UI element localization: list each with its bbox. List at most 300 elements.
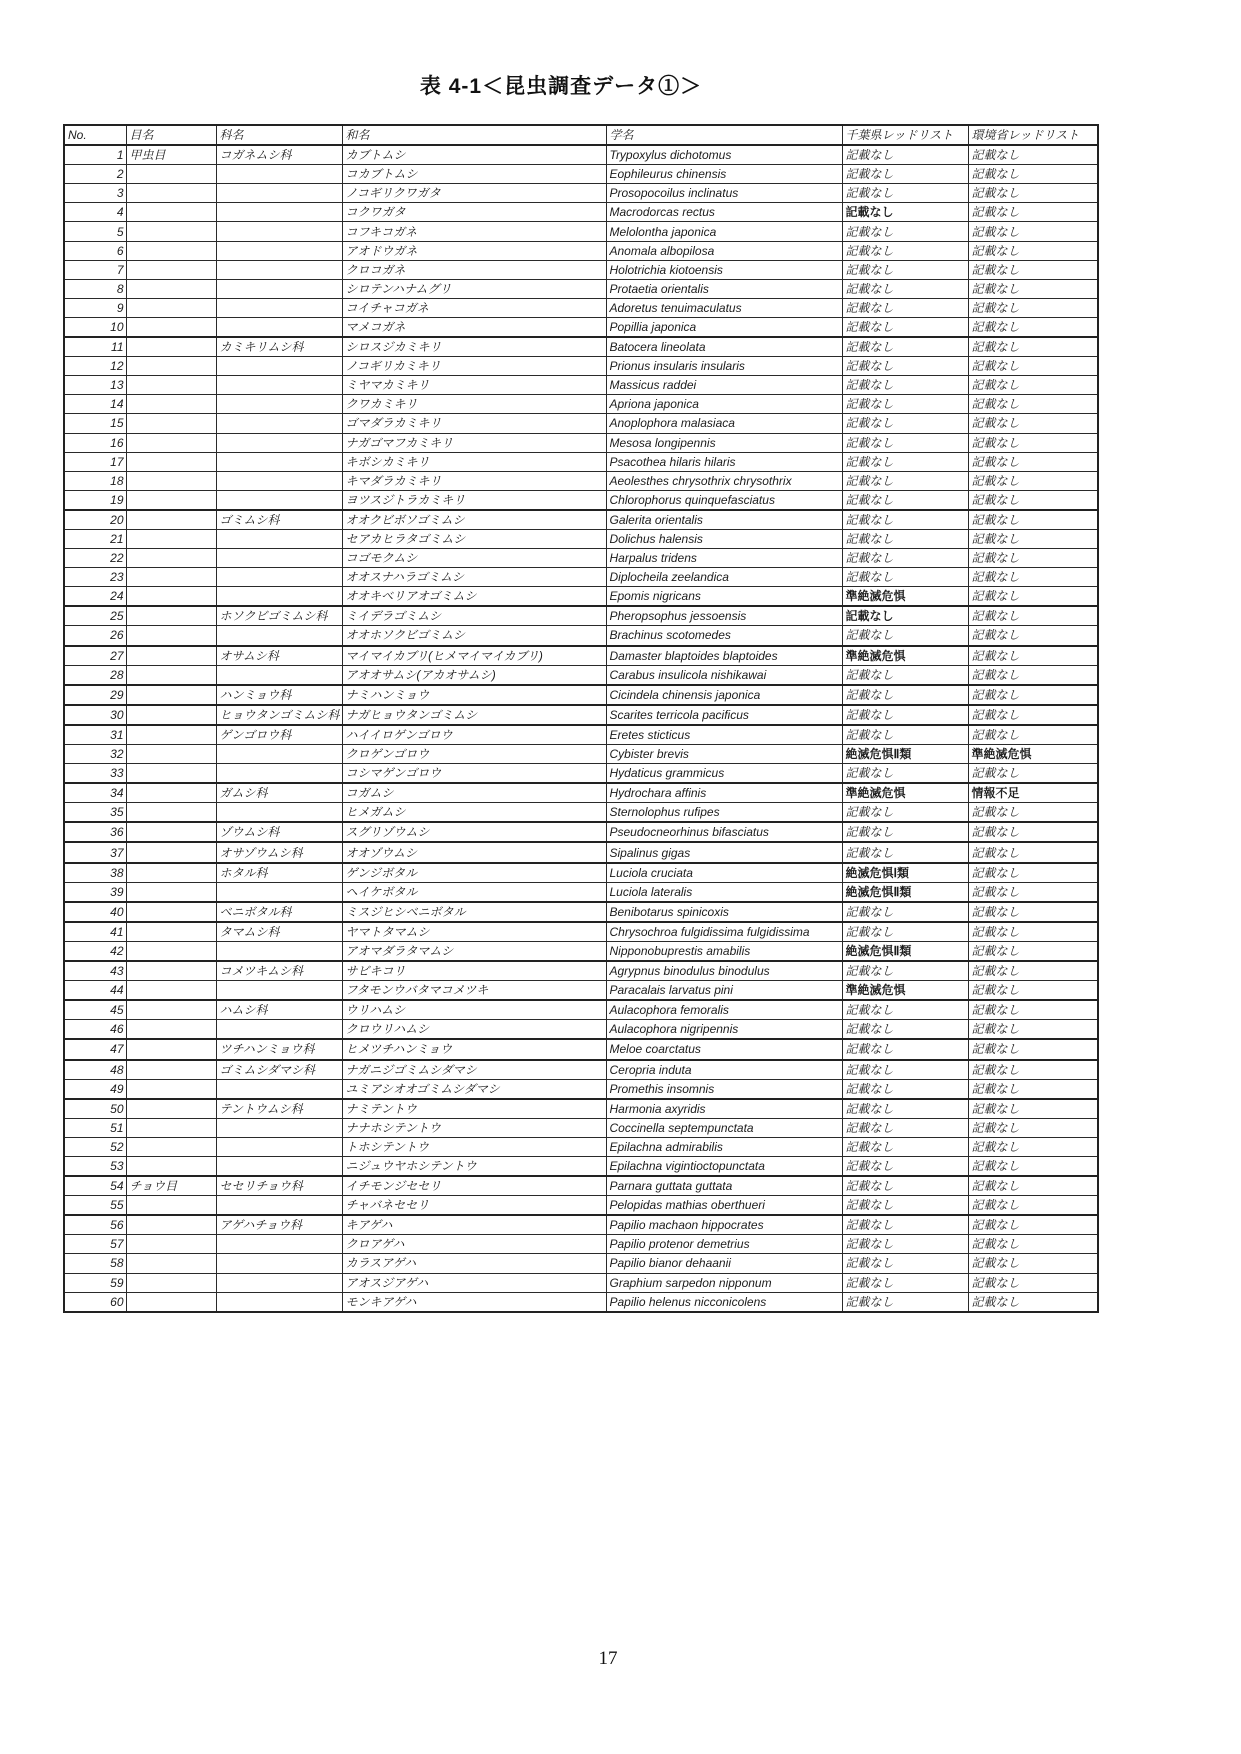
cell-wamei: ヒメツチハンミョウ [342, 1039, 606, 1059]
cell-family: オサゾウムシ科 [216, 842, 342, 862]
cell-order [126, 568, 216, 587]
column-header-family: 科名 [216, 125, 342, 145]
cell-env-redlist: 記載なし [968, 842, 1098, 862]
cell-order [126, 414, 216, 433]
cell-gakumei: Sternolophus rufipes [606, 803, 842, 823]
cell-no: 39 [64, 882, 126, 902]
cell-family [216, 452, 342, 471]
cell-wamei: ナガヒョウタンゴミムシ [342, 705, 606, 725]
cell-wamei: コシマゲンゴロウ [342, 764, 606, 784]
cell-no: 38 [64, 863, 126, 883]
cell-family [216, 203, 342, 222]
cell-chiba-redlist: 記載なし [842, 222, 968, 241]
cell-wamei: ミイデラゴミムシ [342, 606, 606, 626]
cell-wamei: オオクビボソゴミムシ [342, 510, 606, 530]
cell-gakumei: Aulacophora nigripennis [606, 1020, 842, 1040]
cell-gakumei: Nipponobuprestis amabilis [606, 941, 842, 961]
table-body [64, 145, 1098, 1312]
cell-order [126, 433, 216, 452]
cell-gakumei: Apriona japonica [606, 395, 842, 414]
cell-no: 11 [64, 337, 126, 357]
cell-chiba-redlist: 記載なし [842, 145, 968, 165]
cell-wamei: キマダラカミキリ [342, 471, 606, 490]
cell-env-redlist: 記載なし [968, 1254, 1098, 1273]
cell-order [126, 452, 216, 471]
cell-order: チョウ目 [126, 1176, 216, 1196]
cell-family [216, 260, 342, 279]
cell-chiba-redlist: 記載なし [842, 842, 968, 862]
cell-gakumei: Prosopocoilus inclinatus [606, 184, 842, 203]
cell-chiba-redlist: 記載なし [842, 665, 968, 685]
cell-chiba-redlist: 準絶滅危惧 [842, 981, 968, 1001]
cell-env-redlist: 記載なし [968, 529, 1098, 548]
cell-gakumei: Anoplophora malasiaca [606, 414, 842, 433]
cell-gakumei: Trypoxylus dichotomus [606, 145, 842, 165]
cell-env-redlist: 記載なし [968, 260, 1098, 279]
table-row [64, 414, 1098, 433]
cell-order [126, 1156, 216, 1176]
cell-env-redlist: 記載なし [968, 646, 1098, 666]
cell-gakumei: Epomis nigricans [606, 587, 842, 607]
cell-family [216, 222, 342, 241]
cell-no: 35 [64, 803, 126, 823]
cell-family: コガネムシ科 [216, 145, 342, 165]
table-row [64, 626, 1098, 646]
cell-env-redlist: 記載なし [968, 1118, 1098, 1137]
cell-env-redlist: 記載なし [968, 1273, 1098, 1292]
cell-wamei: クロゲンゴロウ [342, 745, 606, 764]
cell-family: ガムシ科 [216, 783, 342, 803]
cell-no: 59 [64, 1273, 126, 1292]
cell-chiba-redlist: 記載なし [842, 1020, 968, 1040]
cell-env-redlist: 記載なし [968, 452, 1098, 471]
cell-wamei: キアゲハ [342, 1215, 606, 1235]
cell-family [216, 1020, 342, 1040]
cell-no: 60 [64, 1292, 126, 1312]
table-row [64, 1099, 1098, 1119]
cell-gakumei: Pelopidas mathias oberthueri [606, 1196, 842, 1216]
cell-gakumei: Graphium sarpedon nipponum [606, 1273, 842, 1292]
cell-no: 29 [64, 685, 126, 705]
cell-env-redlist: 記載なし [968, 1215, 1098, 1235]
column-header-wamei: 和名 [342, 125, 606, 145]
cell-chiba-redlist: 記載なし [842, 685, 968, 705]
cell-order [126, 803, 216, 823]
cell-env-redlist: 記載なし [968, 203, 1098, 222]
table-row [64, 1196, 1098, 1216]
cell-no: 13 [64, 376, 126, 395]
cell-no: 56 [64, 1215, 126, 1235]
cell-env-redlist: 記載なし [968, 863, 1098, 883]
table-row [64, 145, 1098, 165]
cell-wamei: クロコガネ [342, 260, 606, 279]
cell-family [216, 529, 342, 548]
cell-chiba-redlist: 準絶滅危惧 [842, 783, 968, 803]
cell-order [126, 922, 216, 942]
cell-no: 27 [64, 646, 126, 666]
table-header-row [64, 125, 1098, 145]
cell-no: 31 [64, 725, 126, 745]
cell-order [126, 471, 216, 490]
table-row [64, 317, 1098, 337]
table-row [64, 376, 1098, 395]
cell-order [126, 1137, 216, 1156]
cell-gakumei: Popillia japonica [606, 317, 842, 337]
cell-env-redlist: 記載なし [968, 1176, 1098, 1196]
table-row [64, 184, 1098, 203]
cell-chiba-redlist: 記載なし [842, 376, 968, 395]
cell-chiba-redlist: 記載なし [842, 1273, 968, 1292]
column-header-env-redlist: 環境省レッドリスト [968, 125, 1098, 145]
cell-family: コメツキムシ科 [216, 961, 342, 981]
cell-family [216, 764, 342, 784]
cell-family: ツチハンミョウ科 [216, 1039, 342, 1059]
cell-chiba-redlist: 記載なし [842, 490, 968, 510]
cell-env-redlist: 記載なし [968, 961, 1098, 981]
cell-chiba-redlist: 記載なし [842, 1039, 968, 1059]
cell-family: ベニボタル科 [216, 902, 342, 922]
cell-order [126, 395, 216, 414]
cell-chiba-redlist: 記載なし [842, 260, 968, 279]
cell-family [216, 317, 342, 337]
cell-wamei: コクワガタ [342, 203, 606, 222]
cell-order [126, 902, 216, 922]
cell-wamei: フタモンウバタマコメツキ [342, 981, 606, 1001]
cell-no: 2 [64, 165, 126, 184]
cell-family [216, 490, 342, 510]
cell-wamei: スグリゾウムシ [342, 822, 606, 842]
table-row [64, 705, 1098, 725]
cell-chiba-redlist: 記載なし [842, 395, 968, 414]
cell-chiba-redlist: 記載なし [842, 961, 968, 981]
table-row [64, 685, 1098, 705]
cell-gakumei: Galerita orientalis [606, 510, 842, 530]
cell-family: ゴミムシ科 [216, 510, 342, 530]
column-header-no: No. [64, 125, 126, 145]
cell-wamei: コゴモクムシ [342, 549, 606, 568]
cell-chiba-redlist: 記載なし [842, 337, 968, 357]
cell-env-redlist: 記載なし [968, 414, 1098, 433]
cell-chiba-redlist: 絶滅危惧Ⅱ類 [842, 941, 968, 961]
cell-family [216, 1079, 342, 1099]
cell-order [126, 222, 216, 241]
cell-order: 甲虫目 [126, 145, 216, 165]
column-header-order: 目名 [126, 125, 216, 145]
cell-wamei: アオドウガネ [342, 241, 606, 260]
cell-order [126, 184, 216, 203]
table-row [64, 1215, 1098, 1235]
table-row [64, 822, 1098, 842]
cell-gakumei: Damaster blaptoides blaptoides [606, 646, 842, 666]
table-row [64, 745, 1098, 764]
table-row [64, 279, 1098, 298]
page-number: 17 [598, 1648, 618, 1669]
table-row [64, 1156, 1098, 1176]
cell-chiba-redlist: 記載なし [842, 725, 968, 745]
cell-wamei: マイマイカブリ(ヒメマイマイカブリ) [342, 646, 606, 666]
cell-wamei: ノコギリクワガタ [342, 184, 606, 203]
cell-no: 33 [64, 764, 126, 784]
cell-family [216, 357, 342, 376]
cell-no: 32 [64, 745, 126, 764]
cell-chiba-redlist: 記載なし [842, 1137, 968, 1156]
cell-family [216, 1118, 342, 1137]
cell-family [216, 549, 342, 568]
cell-order [126, 725, 216, 745]
cell-env-redlist: 記載なし [968, 1039, 1098, 1059]
cell-wamei: ヤマトタマムシ [342, 922, 606, 942]
cell-order [126, 549, 216, 568]
table-row [64, 490, 1098, 510]
cell-wamei: ノコギリカミキリ [342, 357, 606, 376]
cell-wamei: アオマダラタマムシ [342, 941, 606, 961]
cell-gakumei: Papilio machaon hippocrates [606, 1215, 842, 1235]
cell-family: ハンミョウ科 [216, 685, 342, 705]
cell-wamei: クロウリハムシ [342, 1020, 606, 1040]
cell-family [216, 433, 342, 452]
cell-env-redlist: 情報不足 [968, 783, 1098, 803]
table-row [64, 587, 1098, 607]
cell-order [126, 705, 216, 725]
cell-env-redlist: 記載なし [968, 1099, 1098, 1119]
cell-chiba-redlist: 記載なし [842, 452, 968, 471]
cell-no: 5 [64, 222, 126, 241]
cell-chiba-redlist: 記載なし [842, 1099, 968, 1119]
cell-wamei: クワカミキリ [342, 395, 606, 414]
cell-no: 22 [64, 549, 126, 568]
cell-wamei: ミスジヒシベニボタル [342, 902, 606, 922]
cell-order [126, 529, 216, 548]
table-row [64, 665, 1098, 685]
cell-env-redlist: 記載なし [968, 803, 1098, 823]
cell-family: テントウムシ科 [216, 1099, 342, 1119]
cell-family [216, 298, 342, 317]
cell-env-redlist: 記載なし [968, 549, 1098, 568]
cell-no: 34 [64, 783, 126, 803]
table-row [64, 549, 1098, 568]
cell-chiba-redlist: 記載なし [842, 1235, 968, 1254]
cell-no: 12 [64, 357, 126, 376]
cell-env-redlist: 記載なし [968, 1000, 1098, 1020]
cell-family: カミキリムシ科 [216, 337, 342, 357]
cell-gakumei: Epilachna vigintioctopunctata [606, 1156, 842, 1176]
cell-order [126, 203, 216, 222]
table-row [64, 1137, 1098, 1156]
cell-order [126, 1196, 216, 1216]
cell-wamei: コカブトムシ [342, 165, 606, 184]
cell-order [126, 1099, 216, 1119]
cell-no: 37 [64, 842, 126, 862]
cell-env-redlist: 記載なし [968, 1079, 1098, 1099]
cell-env-redlist: 記載なし [968, 357, 1098, 376]
cell-gakumei: Epilachna admirabilis [606, 1137, 842, 1156]
cell-gakumei: Paracalais larvatus pini [606, 981, 842, 1001]
table-row [64, 1118, 1098, 1137]
cell-wamei: ウリハムシ [342, 1000, 606, 1020]
cell-env-redlist: 記載なし [968, 165, 1098, 184]
table-row [64, 1020, 1098, 1040]
cell-env-redlist: 記載なし [968, 279, 1098, 298]
table-row [64, 241, 1098, 260]
cell-gakumei: Chlorophorus quinquefasciatus [606, 490, 842, 510]
cell-env-redlist: 記載なし [968, 184, 1098, 203]
cell-chiba-redlist: 記載なし [842, 626, 968, 646]
table-row [64, 922, 1098, 942]
cell-order [126, 1254, 216, 1273]
cell-env-redlist: 記載なし [968, 222, 1098, 241]
table-row [64, 337, 1098, 357]
table-row [64, 1273, 1098, 1292]
cell-family: アゲハチョウ科 [216, 1215, 342, 1235]
cell-no: 17 [64, 452, 126, 471]
cell-wamei: マメコガネ [342, 317, 606, 337]
cell-gakumei: Pseudocneorhinus bifasciatus [606, 822, 842, 842]
cell-env-redlist: 記載なし [968, 241, 1098, 260]
cell-env-redlist: 記載なし [968, 395, 1098, 414]
cell-no: 1 [64, 145, 126, 165]
page-title: 表 4-1＜昆虫調査データ①＞ [419, 75, 703, 98]
table-row [64, 260, 1098, 279]
cell-chiba-redlist: 記載なし [842, 317, 968, 337]
cell-chiba-redlist: 記載なし [842, 803, 968, 823]
cell-order [126, 882, 216, 902]
cell-wamei: アオオサムシ(アカオサムシ) [342, 665, 606, 685]
cell-family: ゾウムシ科 [216, 822, 342, 842]
cell-chiba-redlist: 記載なし [842, 705, 968, 725]
cell-no: 47 [64, 1039, 126, 1059]
cell-family: ゲンゴロウ科 [216, 725, 342, 745]
cell-wamei: ユミアシオオゴミムシダマシ [342, 1079, 606, 1099]
cell-family [216, 587, 342, 607]
cell-chiba-redlist: 記載なし [842, 764, 968, 784]
cell-env-redlist: 記載なし [968, 490, 1098, 510]
cell-env-redlist: 記載なし [968, 665, 1098, 685]
cell-order [126, 490, 216, 510]
cell-order [126, 376, 216, 395]
cell-gakumei: Protaetia orientalis [606, 279, 842, 298]
cell-family [216, 745, 342, 764]
cell-gakumei: Luciola lateralis [606, 882, 842, 902]
cell-no: 46 [64, 1020, 126, 1040]
cell-order [126, 1273, 216, 1292]
cell-env-redlist: 記載なし [968, 337, 1098, 357]
table-row [64, 1292, 1098, 1312]
cell-wamei: ニジュウヤホシテントウ [342, 1156, 606, 1176]
cell-wamei: ミヤマカミキリ [342, 376, 606, 395]
cell-gakumei: Scarites terricola pacificus [606, 705, 842, 725]
cell-env-redlist: 記載なし [968, 981, 1098, 1001]
cell-gakumei: Agrypnus binodulus binodulus [606, 961, 842, 981]
table-row [64, 510, 1098, 530]
cell-wamei: ナガニジゴミムシダマシ [342, 1060, 606, 1080]
cell-chiba-redlist: 記載なし [842, 241, 968, 260]
cell-gakumei: Eretes sticticus [606, 725, 842, 745]
table-row [64, 203, 1098, 222]
cell-wamei: ハイイロゲンゴロウ [342, 725, 606, 745]
cell-order [126, 337, 216, 357]
cell-no: 43 [64, 961, 126, 981]
cell-no: 24 [64, 587, 126, 607]
cell-family: タマムシ科 [216, 922, 342, 942]
cell-chiba-redlist: 記載なし [842, 1060, 968, 1080]
cell-order [126, 1235, 216, 1254]
cell-wamei: オオキベリアオゴミムシ [342, 587, 606, 607]
cell-chiba-redlist: 記載なし [842, 902, 968, 922]
cell-order [126, 510, 216, 530]
cell-chiba-redlist: 記載なし [842, 165, 968, 184]
cell-chiba-redlist: 記載なし [842, 1118, 968, 1137]
cell-wamei: コガムシ [342, 783, 606, 803]
cell-family: ヒョウタンゴミムシ科 [216, 705, 342, 725]
cell-order [126, 1079, 216, 1099]
cell-no: 16 [64, 433, 126, 452]
table-row [64, 803, 1098, 823]
cell-chiba-redlist: 絶滅危惧Ⅰ類 [842, 863, 968, 883]
cell-chiba-redlist: 記載なし [842, 357, 968, 376]
cell-gakumei: Diplocheila zeelandica [606, 568, 842, 587]
cell-family [216, 1235, 342, 1254]
table-row [64, 725, 1098, 745]
cell-no: 26 [64, 626, 126, 646]
cell-wamei: カラスアゲハ [342, 1254, 606, 1273]
cell-wamei: ナミハンミョウ [342, 685, 606, 705]
cell-wamei: オオホソクビゴミムシ [342, 626, 606, 646]
cell-order [126, 783, 216, 803]
cell-env-redlist: 記載なし [968, 587, 1098, 607]
table-row [64, 1176, 1098, 1196]
cell-gakumei: Anomala albopilosa [606, 241, 842, 260]
cell-env-redlist: 記載なし [968, 1235, 1098, 1254]
cell-wamei: イチモンジセセリ [342, 1176, 606, 1196]
cell-order [126, 587, 216, 607]
cell-chiba-redlist: 記載なし [842, 510, 968, 530]
cell-no: 49 [64, 1079, 126, 1099]
table-row [64, 842, 1098, 862]
cell-order [126, 1292, 216, 1312]
cell-no: 4 [64, 203, 126, 222]
cell-env-redlist: 記載なし [968, 725, 1098, 745]
cell-order [126, 981, 216, 1001]
cell-gakumei: Macrodorcas rectus [606, 203, 842, 222]
cell-wamei: チャバネセセリ [342, 1196, 606, 1216]
table-row [64, 1039, 1098, 1059]
cell-order [126, 165, 216, 184]
cell-wamei: サビキコリ [342, 961, 606, 981]
cell-env-redlist: 記載なし [968, 685, 1098, 705]
cell-wamei: セアカヒラタゴミムシ [342, 529, 606, 548]
table-row [64, 1000, 1098, 1020]
cell-env-redlist: 記載なし [968, 822, 1098, 842]
table-row [64, 1235, 1098, 1254]
cell-no: 41 [64, 922, 126, 942]
cell-chiba-redlist: 記載なし [842, 279, 968, 298]
table-row [64, 606, 1098, 626]
cell-env-redlist: 記載なし [968, 882, 1098, 902]
table-row [64, 529, 1098, 548]
cell-no: 30 [64, 705, 126, 725]
cell-wamei: オオゾウムシ [342, 842, 606, 862]
cell-no: 58 [64, 1254, 126, 1273]
cell-no: 18 [64, 471, 126, 490]
cell-env-redlist: 記載なし [968, 764, 1098, 784]
cell-no: 48 [64, 1060, 126, 1080]
cell-chiba-redlist: 記載なし [842, 1156, 968, 1176]
cell-chiba-redlist: 記載なし [842, 1254, 968, 1273]
cell-wamei: ゲンジボタル [342, 863, 606, 883]
cell-chiba-redlist: 記載なし [842, 568, 968, 587]
cell-no: 9 [64, 298, 126, 317]
cell-gakumei: Dolichus halensis [606, 529, 842, 548]
